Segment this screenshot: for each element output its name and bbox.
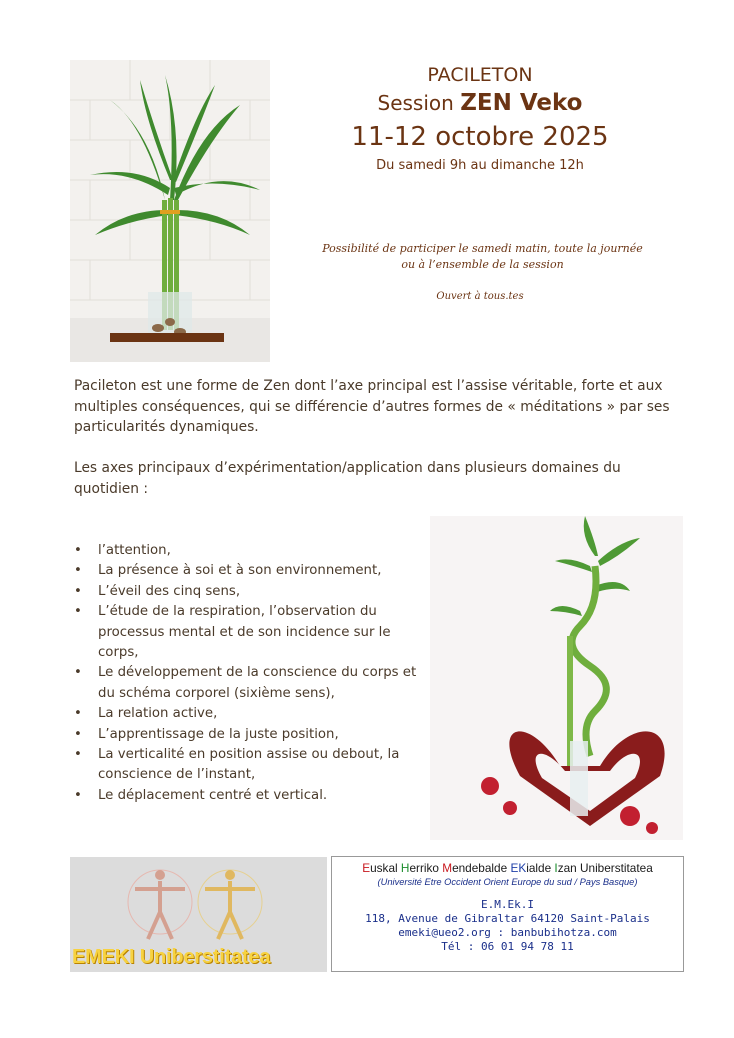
list-item: • La présence à soi et à son environnement,: [74, 561, 424, 581]
phone-number: Tél : 06 01 94 78 11: [441, 940, 574, 953]
open-to-all-note: Ouvert à tous.tes: [436, 291, 524, 302]
session-name: ZEN Veko: [460, 90, 583, 116]
word-rest: ialde: [526, 861, 555, 875]
participation-line-2: ou à l’ensemble de la session: [401, 258, 564, 271]
logo-text: EMEKI Uniberstitatea: [72, 946, 271, 968]
event-header: [290, 62, 670, 176]
list-item: • l’attention,: [74, 541, 424, 561]
list-item: • La relation active,: [74, 704, 424, 724]
word-rest: uskal: [370, 861, 401, 875]
list-item: • L’étude de la respiration, l’observation du processus mental et de son incidence sur le corps,: [74, 602, 424, 663]
university-subtitle: (Université Etre Occident Orient Europe du sud / Pays Basque): [377, 877, 638, 887]
word-rest: zan Uniberstitatea: [557, 861, 653, 875]
word-rest: erriko: [409, 861, 443, 875]
axes-list: [74, 541, 424, 806]
event-dates: 11-12 octobre 2025: [351, 122, 609, 152]
emeki-logo: [70, 857, 327, 972]
list-item: • La verticalité en position assise ou debout, la conscience de l’instant,: [74, 745, 424, 786]
axes-intro-paragraph: Les axes principaux d’expérimentation/application dans plusieurs domaines du quotidien :: [74, 460, 621, 497]
postal-address: 118, Avenue de Gibraltar 64120 Saint-Palais: [365, 912, 650, 925]
event-title: PACILETON: [427, 64, 533, 86]
list-item: • L’apprentissage de la juste position,: [74, 725, 424, 745]
list-item: • Le développement de la conscience du corps et du schéma corporel (sixième sens),: [74, 663, 424, 704]
bamboo-vase-photo: [70, 60, 270, 362]
initial-e: E: [362, 861, 371, 875]
session-prefix: Session: [377, 91, 454, 115]
session-line: [290, 88, 670, 118]
email-address: emeki@ueo2.org : banbubihotza.com: [398, 926, 617, 939]
bamboo-heart-vase-photo: [430, 516, 683, 840]
event-time: Du samedi 9h au dimanche 12h: [376, 158, 584, 173]
participation-line-1: Possibilité de participer le samedi matin, toute la journée: [322, 242, 643, 255]
initial-m: M: [442, 861, 453, 875]
list-item: • Le déplacement centré et vertical.: [74, 786, 424, 806]
contact-box: [331, 856, 684, 972]
initial-h: H: [400, 861, 410, 875]
initial-i: I: [554, 861, 558, 875]
list-item: • L’éveil des cinq sens,: [74, 582, 424, 602]
acronym: E.M.Ek.I: [481, 898, 534, 911]
description-paragraph: Pacileton est une forme de Zen dont l’axe principal est l’assise véritable, forte et aux multiples conséquences, qui se différencie d’autres formes de « méditations » par ses particularités dynamiques.: [74, 378, 670, 435]
initial-ek: EK: [510, 861, 527, 875]
word-rest: endebalde: [452, 861, 511, 875]
participation-note: [285, 241, 680, 273]
university-name: [332, 860, 683, 876]
